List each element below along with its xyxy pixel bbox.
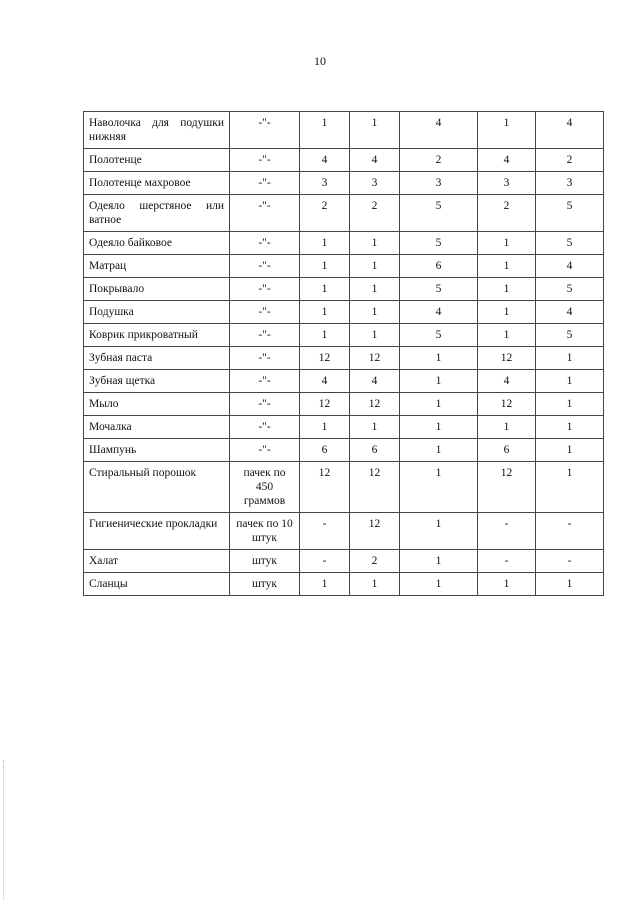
quantity-cell: - [536, 550, 604, 573]
quantity-cell: 5 [400, 324, 478, 347]
item-name-cell: Халат [84, 550, 230, 573]
quantity-cell: 1 [300, 112, 350, 149]
quantity-cell: 6 [400, 255, 478, 278]
quantity-cell: 2 [478, 195, 536, 232]
quantity-cell: 2 [350, 195, 400, 232]
unit-cell: штук [230, 550, 300, 573]
table-row [84, 172, 604, 195]
unit-cell: -"- [230, 172, 300, 195]
table-body [84, 112, 604, 596]
quantity-cell: 1 [300, 232, 350, 255]
quantity-cell: 1 [300, 278, 350, 301]
quantity-cell: 1 [478, 232, 536, 255]
quantity-cell: - [536, 513, 604, 550]
quantity-cell: 5 [400, 232, 478, 255]
quantity-cell: 1 [536, 462, 604, 513]
quantity-cell: 12 [478, 347, 536, 370]
quantity-cell: 5 [400, 278, 478, 301]
unit-cell: -"- [230, 301, 300, 324]
item-name-cell: Наволочка для подушки нижняя [84, 112, 230, 149]
quantity-cell: 1 [350, 232, 400, 255]
item-name-cell: Стиральный порошок [84, 462, 230, 513]
quantity-cell: 12 [478, 393, 536, 416]
quantity-cell: 4 [478, 149, 536, 172]
quantity-cell: 12 [478, 462, 536, 513]
quantity-cell: 3 [478, 172, 536, 195]
quantity-cell: 1 [350, 255, 400, 278]
quantity-cell: 1 [400, 393, 478, 416]
quantity-cell: 12 [350, 513, 400, 550]
quantity-cell: 1 [478, 255, 536, 278]
quantity-cell: 3 [300, 172, 350, 195]
unit-cell: -"- [230, 112, 300, 149]
quantity-cell: 1 [300, 324, 350, 347]
unit-cell: -"- [230, 416, 300, 439]
quantity-cell: 1 [400, 513, 478, 550]
quantity-cell: 1 [350, 573, 400, 596]
quantity-cell: 4 [478, 370, 536, 393]
unit-cell: -"- [230, 347, 300, 370]
item-name-cell: Гигиенические прокладки [84, 513, 230, 550]
table-row [84, 573, 604, 596]
quantity-cell: 1 [350, 278, 400, 301]
quantity-cell: 4 [536, 255, 604, 278]
quantity-cell: 6 [478, 439, 536, 462]
quantity-cell: 1 [350, 112, 400, 149]
table-row [84, 278, 604, 301]
quantity-cell: 1 [400, 370, 478, 393]
item-name-cell: Одеяло шерстяное или ватное [84, 195, 230, 232]
quantity-cell: 5 [400, 195, 478, 232]
table-row [84, 462, 604, 513]
quantity-cell: 1 [478, 112, 536, 149]
quantity-cell: 4 [536, 301, 604, 324]
quantity-cell: 1 [536, 439, 604, 462]
table-row [84, 255, 604, 278]
quantity-cell: 4 [536, 112, 604, 149]
table-row [84, 112, 604, 149]
item-name-cell: Шампунь [84, 439, 230, 462]
quantity-cell: 12 [350, 393, 400, 416]
table-row [84, 232, 604, 255]
quantity-cell: 12 [350, 347, 400, 370]
unit-cell: -"- [230, 324, 300, 347]
quantity-cell: 6 [300, 439, 350, 462]
quantity-cell: 1 [400, 347, 478, 370]
table-row [84, 439, 604, 462]
quantity-cell: 3 [350, 172, 400, 195]
table-row [84, 195, 604, 232]
page-number: 10 [314, 54, 326, 68]
item-name-cell: Подушка [84, 301, 230, 324]
item-name-cell: Коврик прикроватный [84, 324, 230, 347]
quantity-cell: 4 [350, 370, 400, 393]
quantity-cell: - [478, 550, 536, 573]
unit-cell: -"- [230, 439, 300, 462]
table-row [84, 393, 604, 416]
unit-cell: -"- [230, 195, 300, 232]
item-name-cell: Мочалка [84, 416, 230, 439]
item-name-cell: Одеяло байковое [84, 232, 230, 255]
item-name-cell: Полотенце [84, 149, 230, 172]
quantity-cell: 1 [300, 301, 350, 324]
unit-cell: -"- [230, 393, 300, 416]
unit-cell: -"- [230, 278, 300, 301]
item-name-cell: Зубная паста [84, 347, 230, 370]
table-row [84, 301, 604, 324]
unit-cell: штук [230, 573, 300, 596]
quantity-cell: - [300, 513, 350, 550]
item-name-cell: Матрац [84, 255, 230, 278]
quantity-cell: - [300, 550, 350, 573]
quantity-cell: 5 [536, 278, 604, 301]
item-name-cell: Мыло [84, 393, 230, 416]
item-name-cell: Зубная щетка [84, 370, 230, 393]
table-row [84, 370, 604, 393]
quantity-cell: - [478, 513, 536, 550]
quantity-cell: 12 [300, 347, 350, 370]
quantity-cell: 1 [536, 370, 604, 393]
quantity-cell: 1 [400, 416, 478, 439]
quantity-cell: 1 [350, 324, 400, 347]
item-name-cell: Покрывало [84, 278, 230, 301]
quantity-cell: 1 [300, 416, 350, 439]
unit-cell: пачек по 450 граммов [230, 462, 300, 513]
table-row [84, 513, 604, 550]
quantity-cell: 5 [536, 232, 604, 255]
table-row [84, 324, 604, 347]
quantity-cell: 1 [536, 416, 604, 439]
quantity-cell: 2 [350, 550, 400, 573]
quantity-cell: 2 [300, 195, 350, 232]
quantity-cell: 3 [400, 172, 478, 195]
quantity-cell: 4 [350, 149, 400, 172]
unit-cell: пачек по 10 штук [230, 513, 300, 550]
quantity-cell: 1 [478, 301, 536, 324]
quantity-cell: 4 [400, 112, 478, 149]
unit-cell: -"- [230, 149, 300, 172]
item-name-cell: Сланцы [84, 573, 230, 596]
quantity-cell: 1 [478, 416, 536, 439]
unit-cell: -"- [230, 370, 300, 393]
quantity-cell: 1 [536, 347, 604, 370]
table-row [84, 550, 604, 573]
quantity-cell: 3 [536, 172, 604, 195]
table-row [84, 416, 604, 439]
unit-cell: -"- [230, 232, 300, 255]
quantity-cell: 5 [536, 324, 604, 347]
quantity-cell: 1 [300, 573, 350, 596]
unit-cell: -"- [230, 255, 300, 278]
quantity-cell: 12 [300, 462, 350, 513]
quantity-cell: 1 [300, 255, 350, 278]
quantity-cell: 1 [400, 462, 478, 513]
quantity-cell: 12 [300, 393, 350, 416]
quantity-cell: 1 [536, 573, 604, 596]
table-row [84, 347, 604, 370]
quantity-cell: 1 [400, 439, 478, 462]
quantity-cell: 1 [350, 416, 400, 439]
quantity-cell: 5 [536, 195, 604, 232]
supply-norms-table [83, 111, 604, 596]
quantity-cell: 6 [350, 439, 400, 462]
quantity-cell: 1 [350, 301, 400, 324]
table-row [84, 149, 604, 172]
quantity-cell: 4 [300, 370, 350, 393]
quantity-cell: 12 [350, 462, 400, 513]
quantity-cell: 2 [536, 149, 604, 172]
quantity-cell: 4 [300, 149, 350, 172]
quantity-cell: 1 [400, 550, 478, 573]
quantity-cell: 1 [400, 573, 478, 596]
margin-line [3, 760, 4, 900]
quantity-cell: 4 [400, 301, 478, 324]
quantity-cell: 2 [400, 149, 478, 172]
item-name-cell: Полотенце махровое [84, 172, 230, 195]
quantity-cell: 1 [536, 393, 604, 416]
quantity-cell: 1 [478, 278, 536, 301]
quantity-cell: 1 [478, 573, 536, 596]
quantity-cell: 1 [478, 324, 536, 347]
